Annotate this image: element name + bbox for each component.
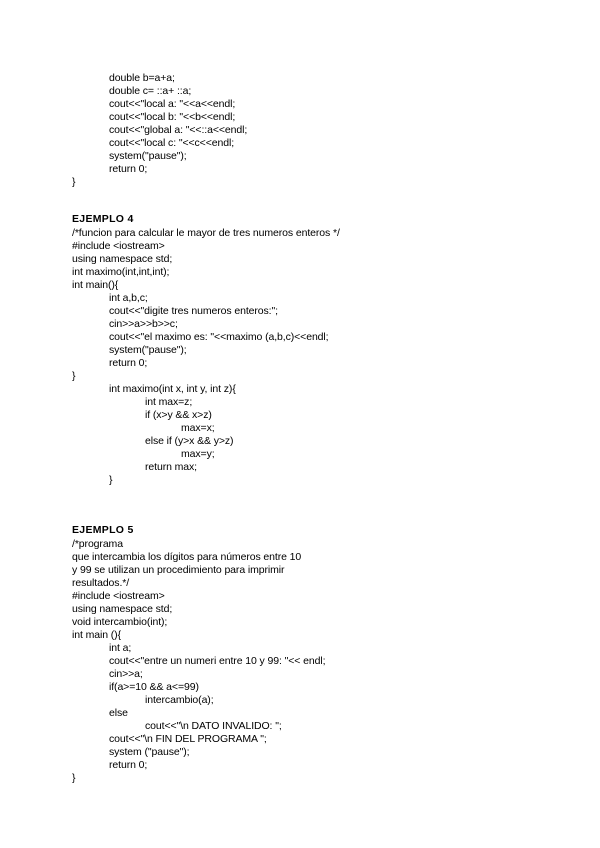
code-line: void intercambio(int); — [72, 616, 168, 628]
section-heading: EJEMPLO 4 — [72, 213, 134, 225]
code-line: #include <iostream> — [72, 240, 165, 252]
code-line: } — [72, 176, 76, 188]
code-line: cout<<"el maximo es: "<<maximo (a,b,c)<<endl; — [109, 331, 329, 343]
code-line: int main(){ — [72, 279, 119, 291]
code-line: int maximo(int,int,int); — [72, 266, 170, 278]
code-line: using namespace std; — [72, 603, 173, 615]
code-line: system("pause"); — [109, 344, 187, 356]
code-line: #include <iostream> — [72, 590, 165, 602]
code-line: cout<<"digite tres numeros enteros:"; — [109, 305, 278, 317]
section-heading: EJEMPLO 5 — [72, 524, 134, 536]
code-line: cout<<"global a: "<<::a<<endl; — [109, 124, 248, 136]
code-line: cout<<"\n DATO INVALIDO: "; — [145, 720, 282, 732]
code-line: resultados.*/ — [72, 577, 130, 589]
code-line: cin>>a; — [109, 668, 143, 680]
code-line: cout<<"local b: "<<b<<endl; — [109, 111, 236, 123]
code-line: if (x>y && x>z) — [145, 409, 212, 421]
code-line: return 0; — [109, 357, 148, 369]
code-line: system ("pause"); — [109, 746, 190, 758]
code-line: max=x; — [181, 422, 215, 434]
code-line: return max; — [145, 461, 197, 473]
code-line: int max=z; — [145, 396, 193, 408]
code-line: if(a>=10 && a<=99) — [109, 681, 199, 693]
code-line: /*programa — [72, 538, 123, 550]
code-line: } — [109, 474, 113, 486]
code-line: cout<<"\n FIN DEL PROGRAMA "; — [109, 733, 267, 745]
code-line: cout<<"local a: "<<a<<endl; — [109, 98, 236, 110]
code-line: double b=a+a; — [109, 72, 175, 84]
code-line: que intercambia los dígitos para números entre 10 — [72, 551, 302, 563]
code-line: } — [72, 370, 76, 382]
code-line: int a,b,c; — [109, 292, 148, 304]
code-line: } — [72, 772, 76, 784]
code-line: using namespace std; — [72, 253, 173, 265]
code-line: else if (y>x && y>z) — [145, 435, 234, 447]
code-line: /*funcion para calcular le mayor de tres numeros enteros */ — [72, 227, 340, 239]
code-line: max=y; — [181, 448, 215, 460]
code-line: return 0; — [109, 163, 148, 175]
code-line: cout<<"local c: "<<c<<endl; — [109, 137, 235, 149]
code-line: system("pause"); — [109, 150, 187, 162]
code-line: y 99 se utilizan un procedimiento para imprimir — [72, 564, 285, 576]
code-line: cin>>a>>b>>c; — [109, 318, 178, 330]
code-line: return 0; — [109, 759, 148, 771]
code-line: int a; — [109, 642, 132, 654]
code-line: intercambio(a); — [145, 694, 214, 706]
code-line: int maximo(int x, int y, int z){ — [109, 383, 236, 395]
code-line: cout<<"entre un numeri entre 10 y 99: "<< endl; — [109, 655, 326, 667]
code-line: int main (){ — [72, 629, 121, 641]
code-line: double c= ::a+ ::a; — [109, 85, 192, 97]
code-line: else — [109, 707, 128, 719]
